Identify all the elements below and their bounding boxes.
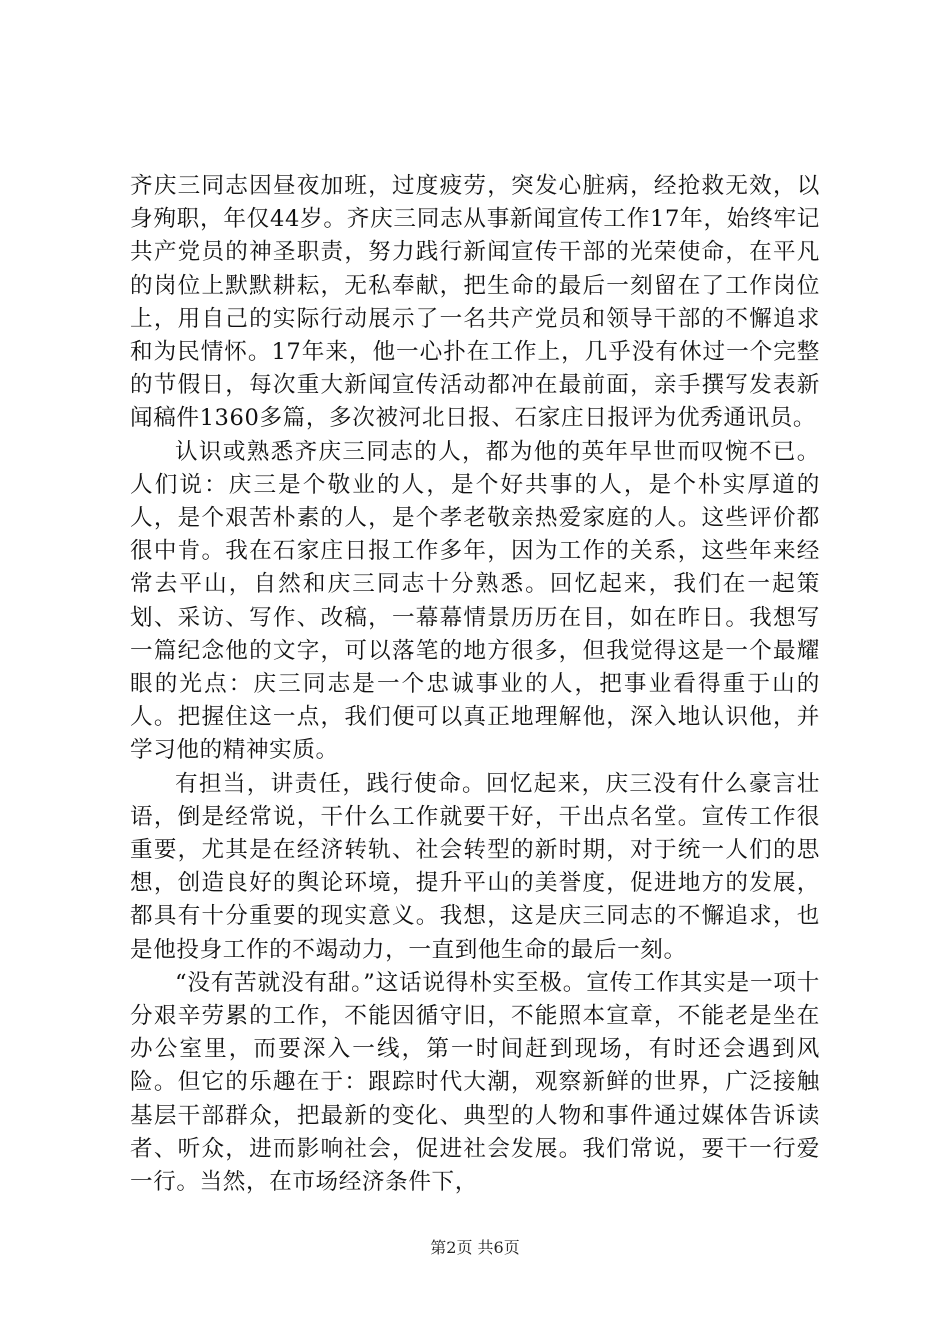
document-body xyxy=(130,170,820,1199)
page-number-footer: 第2页 共6页 xyxy=(430,1238,520,1257)
paragraph-1: 齐庆三同志因昼夜加班，过度疲劳，突发心脏病，经抢救无效，以身殉职，年仅44岁。齐庆三同志从事新闻宣传工作17年，始终牢记共产党员的神圣职责，努力践行新闻宣传干部的光荣使命，在平凡的岗位上默默耕耘，无私奉献，把生命的最后一刻留在了工作岗位上，用自己的实际行动展示了一名共产党员和领导干部的不懈追求和为民情怀。17年来，他一心扑在工作上，几乎没有休过一个完整的节假日，每次重大新闻宣传活动都冲在最前面，亲手撰写发表新闻稿件1360多篇，多次被河北日报、石家庄日报评为优秀通讯员。 xyxy=(130,173,820,432)
paragraph-3: 有担当，讲责任，践行使命。回忆起来，庆三没有什么豪言壮语，倒是经常说，干什么工作就要干好，干出点名堂。宣传工作很重要，尤其是在经济转轨、社会转型的新时期，对于统一人们的思想，创造良好的舆论环境，提升平山的美誉度，促进地方的发展，都具有十分重要的现实意义。我想，这是庆三同志的不懈追求，也是他投身工作的不竭动力，一直到他生命的最后一刻。 xyxy=(130,770,820,963)
paragraph-2: 认识或熟悉齐庆三同志的人，都为他的英年早世而叹惋不已。人们说：庆三是个敬业的人，是个好共事的人，是个朴实厚道的人，是个艰苦朴素的人，是个孝老敬亲热爱家庭的人。这些评价都很中肯。我在石家庄日报工作多年，因为工作的关系，这些年来经常去平山，自然和庆三同志十分熟悉。回忆起来，我们在一起策划、采访、写作、改稿，一幕幕情景历历在目，如在昨日。我想写一篇纪念他的文字，可以落笔的地方很多，但我觉得这是一个最耀眼的光点：庆三同志是一个忠诚事业的人，把事业看得重于山的人。把握住这一点，我们便可以真正地理解他，深入地认识他，并学习他的精神实质。 xyxy=(130,438,820,764)
paragraph-4: “没有苦就没有甜。”这话说得朴实至极。宣传工作其实是一项十分艰辛劳累的工作，不能因循守旧，不能照本宣章，不能老是坐在办公室里，而要深入一线，第一时间赶到现场，有时还会遇到风险。但它的乐趣在于：跟踪时代大潮，观察新鲜的世界，广泛接触基层干部群众，把最新的变化、典型的人物和事件通过媒体告诉读者、听众，进而影响社会，促进社会发展。我们常说，要干一行爱一行。当然，在市场经济条件下， xyxy=(130,969,820,1196)
